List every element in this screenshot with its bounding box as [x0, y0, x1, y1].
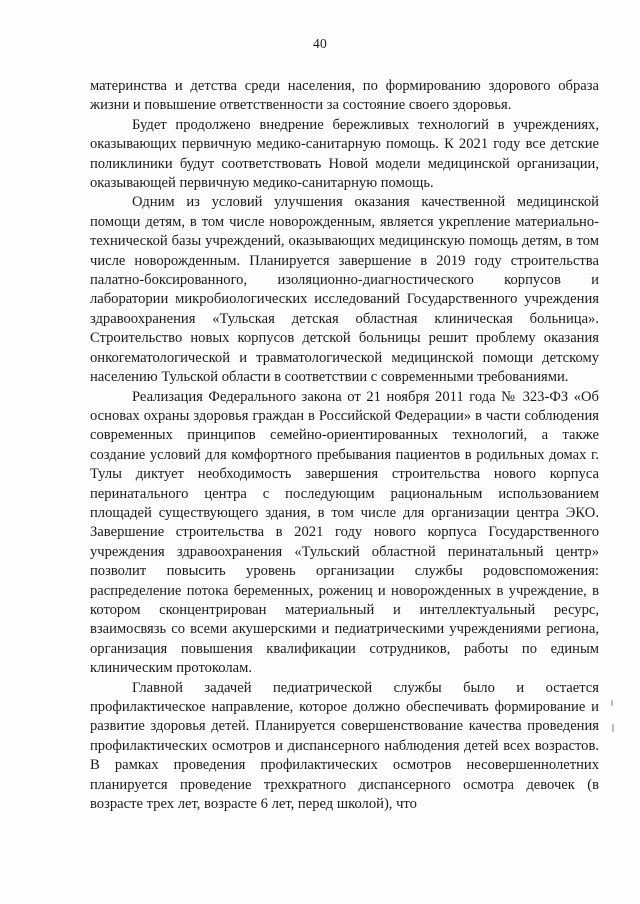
paragraph-1: материнства и детства среди населения, по формированию здорового образа жизни и повышение ответственности за состояние своего здоровья. [90, 78, 599, 114]
paragraph-5: Главной задачей педиатрической службы было и остается профилактическое направление, которое должно обеспечивать формирование и развитие здоровья детей. Планируется совершенствование качества проведения профилактических осмотров и диспансерного наблюдения детей всех возрастов. В рамках проведения профилактических осмотров несовершеннолетних планируется проведение трехкратного диспансерного осмотра девочек (в возрасте трех лет, возрасте 6 лет, перед школой), что [90, 679, 599, 813]
paragraph-2: Будет продолжено внедрение бережливых технологий в учреждениях, оказывающих первичную медико-санитарную помощь. К 2021 году все детские поликлиники будут соответствовать Новой модели медицинской организации, оказывающей первичную медико-санитарную помощь. [90, 116, 599, 192]
scan-speck [612, 724, 614, 732]
scan-speck [611, 700, 613, 706]
paragraph-4: Реализация Федерального закона от 21 ноября 2011 года № 323-ФЗ «Об основах охраны здоровья граждан в Российской Федерации» в части соблюдения современных принципов семейно-ориентированных технологий, а также создание условий для комфортного пребывания пациентов в родильных домах г. Тулы диктует необходимость завершения строительства нового корпуса перинатального центра с последующим рациональным использованием площадей существующего здания, в том числе для организации центра ЭКО. Завершение строительства в 2021 году нового корпуса Государственного учреждения здравоохранения «Тульский областной перинатальный центр» позволит повысить уровень организации службы родовспоможения: распределение потока беременных, рожениц и новорожденных в учреждение, в котором сконцентрирован материальный и интеллектуальный ресурс, взаимосвязь со всеми акушерскими и педиатрическими учреждениями региона, организация повышения квалификации сотрудников, работы по единым клиническим протоколам. [90, 388, 599, 677]
page-number: 40 [312, 36, 328, 51]
paragraph-3: Одним из условий улучшения оказания качественной медицинской помощи детям, в том числе новорожденным, является укрепление материально-технической базы учреждений, оказывающих медицинскую помощь детям, в том числе новорожденным. Планируется завершение в 2019 году строительства палатно-боксированного, изоляционно-диагностического корпусов и лаборатории микробиологических исследований Государственного учреждения здравоохранения «Тульская детская областная клиническая больница». Строительство новых корпусов детской больницы решит проблему оказания онкогематологической и травматологической медицинской помощи детскому населению Тульской области в соответствии с современными требованиями. [90, 194, 599, 386]
body-text [90, 77, 599, 814]
